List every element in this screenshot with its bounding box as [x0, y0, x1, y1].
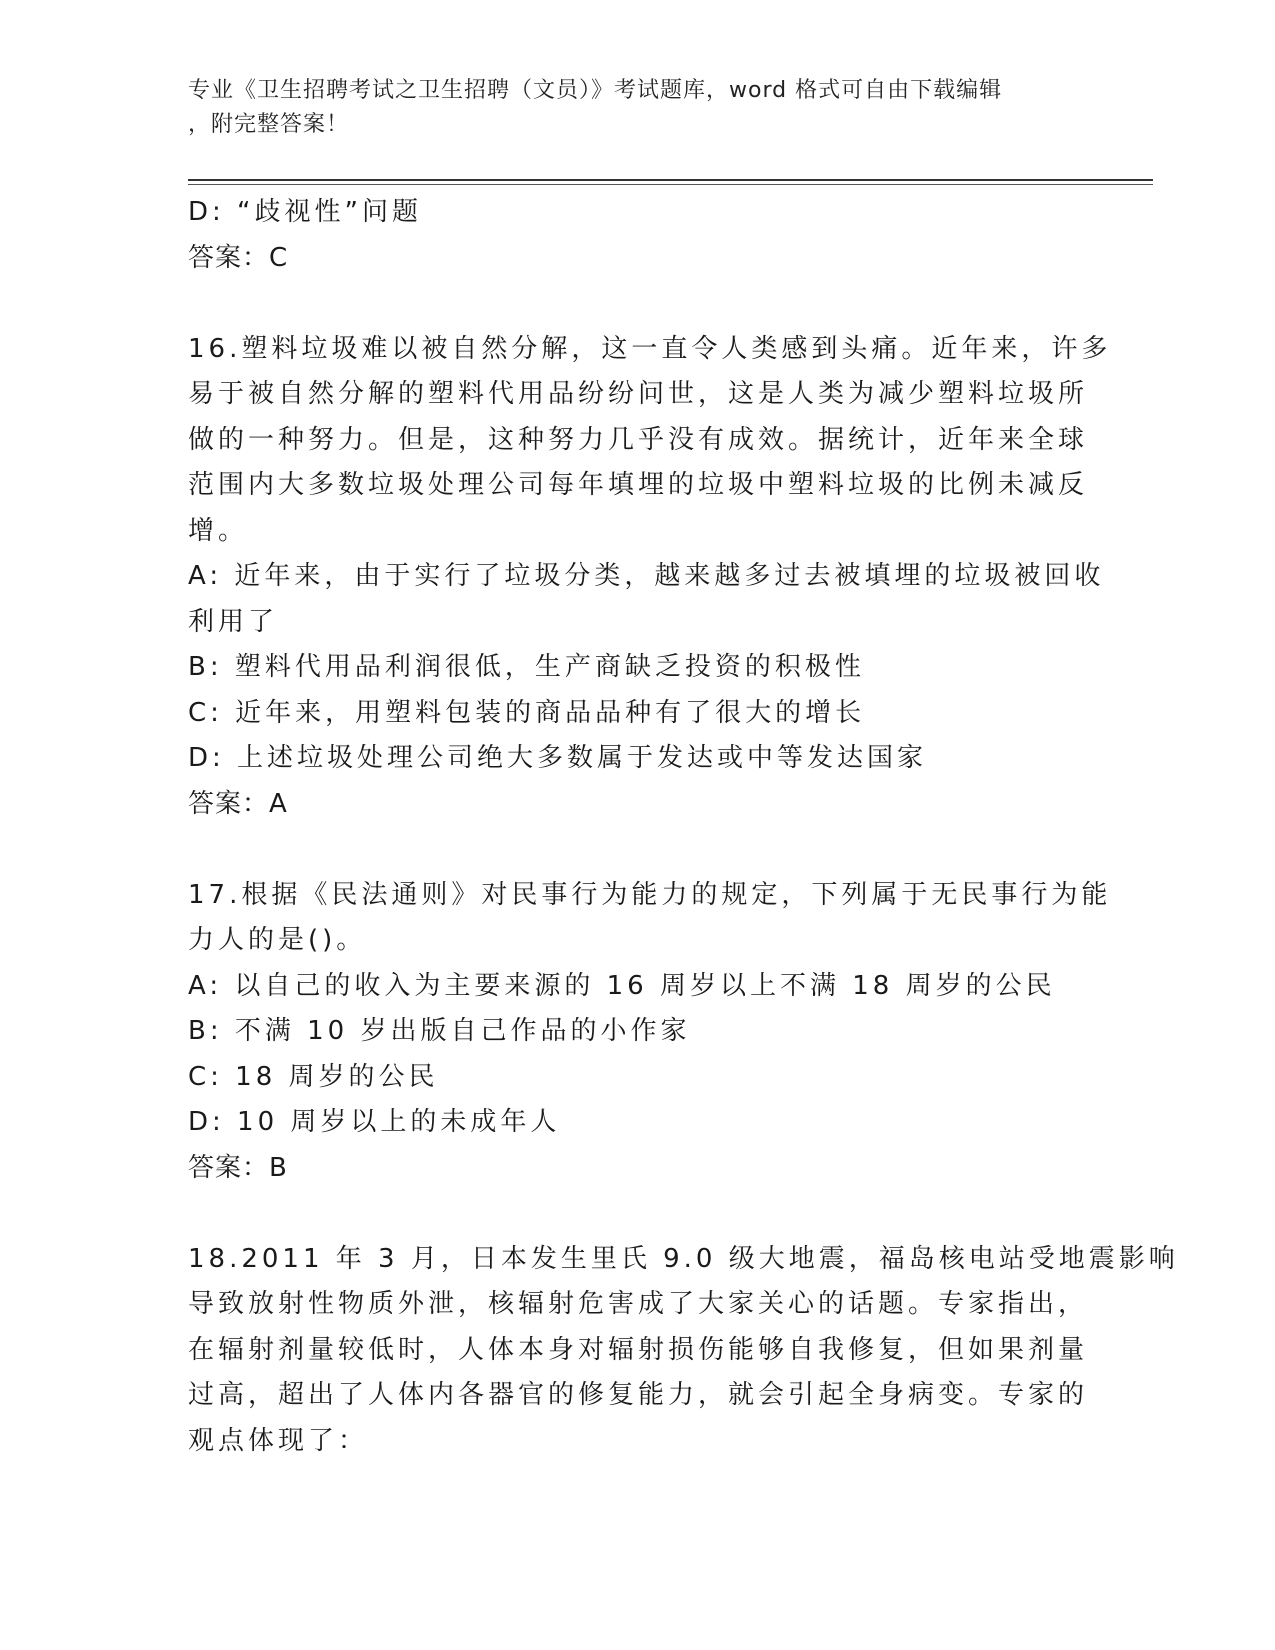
spacer [188, 827, 1088, 873]
document-header [188, 74, 1088, 142]
q15-answer: 答案：C [188, 242, 289, 273]
question-18 [188, 1237, 1179, 1465]
spacer [188, 1191, 1088, 1237]
q17-option-d: D: 10 周岁以上的未成年人 [188, 1107, 561, 1137]
q18-stem-line: 导致放射性物质外泄，核辐射危害成了大家关心的话题。专家指出， [188, 1289, 1089, 1319]
q18-stem-line: 观点体现了： [188, 1425, 369, 1456]
spacer [188, 281, 1088, 327]
q16-answer: 答案：A [188, 788, 288, 819]
q17-option-a: A: 以自己的收入为主要来源的 16 周岁以上不满 18 周岁的公民 [188, 970, 1056, 1001]
q18-stem-line: 在辐射剂量较低时，人体本身对辐射损伤能够自我修复，但如果剂量 [188, 1334, 1089, 1365]
q16-stem-line: 易于被自然分解的塑料代用品纷纷问世，这是人类为减少塑料垃圾所 [188, 379, 1089, 409]
q16-stem-line: 增。 [188, 515, 249, 546]
q16-stem-line: 16.塑料垃圾难以被自然分解，这一直令人类感到头痛。近年来，许多 [188, 333, 1112, 364]
q18-stem-line: 过高，超出了人体内各器官的修复能力，就会引起全身病变。专家的 [188, 1380, 1089, 1410]
q17-option-c: C: 18 周岁的公民 [188, 1061, 439, 1092]
q17-option-b: B: 不满 10 岁出版自己作品的小作家 [188, 1016, 691, 1046]
q15-option-d: D: “歧视性”问题 [188, 197, 422, 227]
question-15 [188, 190, 1088, 281]
q16-option-c: C: 近年来，用塑料包装的商品品种有了很大的增长 [188, 697, 866, 728]
q16-option-a-continued: 利用了 [188, 606, 279, 637]
q17-stem-line: 力人的是()。 [188, 925, 367, 955]
q16-option-a: A: 近年来，由于实行了垃圾分类，越来越多过去被填埋的垃圾被回收 [188, 561, 1105, 591]
q18-stem-line: 18.2011 年 3 月，日本发生里氏 9.0 级大地震，福岛核电站受地震影响 [188, 1243, 1179, 1274]
question-16 [188, 327, 1112, 828]
question-17 [188, 873, 1112, 1192]
header-line-1: 专业《卫生招聘考试之卫生招聘（文员）》考试题库，word 格式可自由下载编辑 [188, 78, 1003, 103]
q16-stem-line: 范围内大多数垃圾处理公司每年填埋的垃圾中塑料垃圾的比例未减反 [188, 470, 1089, 500]
q16-stem-line: 做的一种努力。但是，这种努力几乎没有成效。据统计，近年来全球 [188, 424, 1089, 455]
q17-stem-line: 17.根据《民法通则》对民事行为能力的规定，下列属于无民事行为能 [188, 879, 1112, 910]
header-divider-thin [188, 184, 1153, 185]
question-content [188, 190, 1179, 1464]
q16-option-b: B: 塑料代用品利润很低，生产商缺乏投资的积极性 [188, 652, 865, 682]
header-line-2: ，附完整答案！ [188, 112, 350, 137]
header-divider-thick [188, 179, 1153, 181]
q17-answer: 答案：B [188, 1152, 288, 1183]
q16-option-d: D: 上述垃圾处理公司绝大多数属于发达或中等发达国家 [188, 743, 928, 773]
